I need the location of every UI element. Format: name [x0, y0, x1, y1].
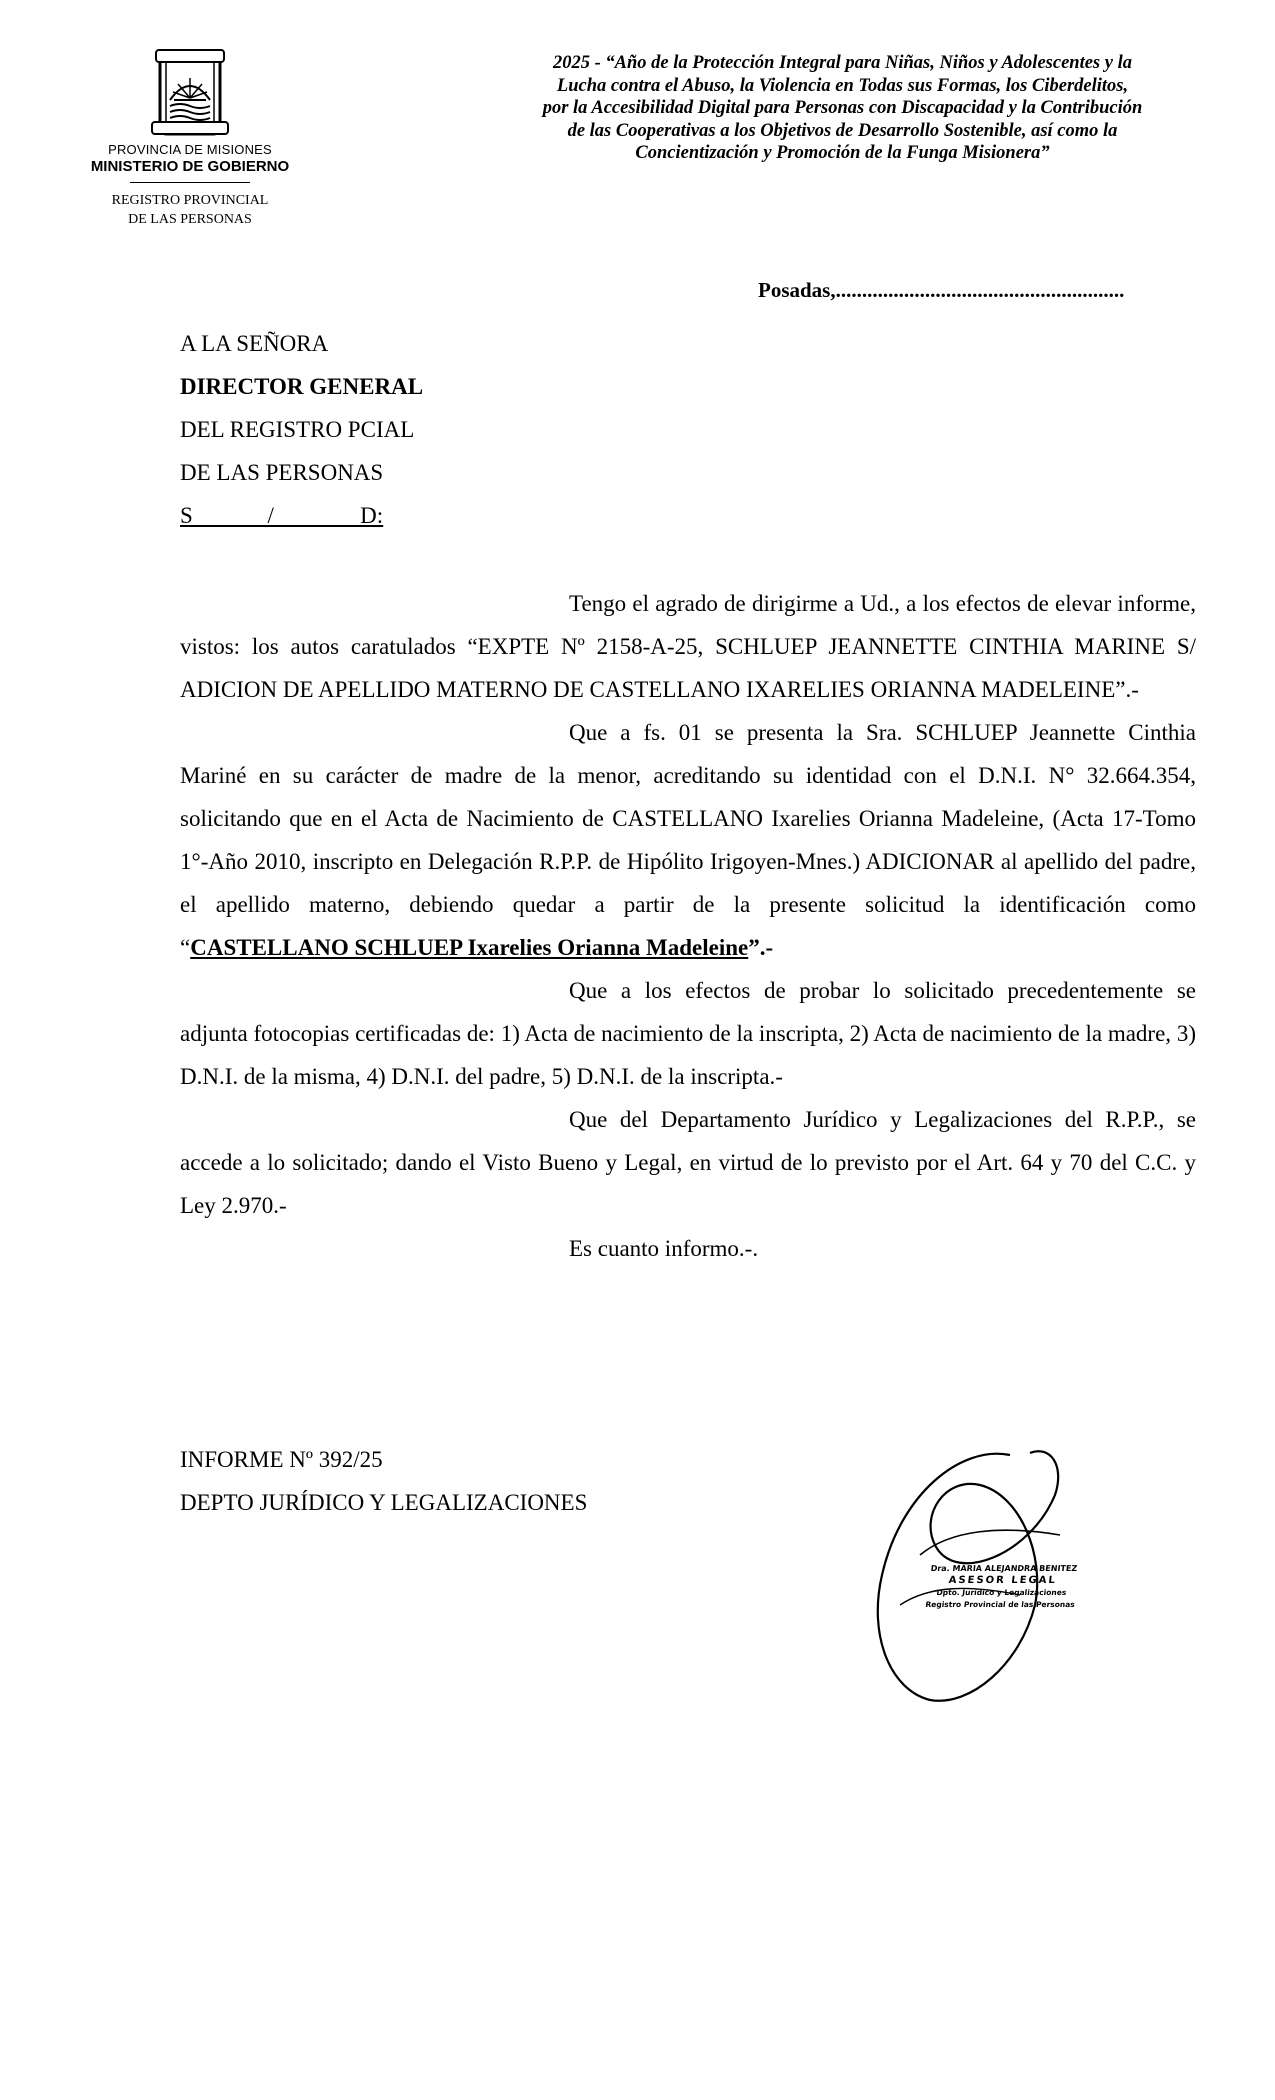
addressee-block — [180, 322, 423, 537]
paragraph-request-text: Que a fs. 01 se presenta la Sra. SCHLUEP Jeannette Cinthia Mariné en su carácter de madre de la menor, acreditando su identidad con el D.N.I. N° 32.664.354, solicitando que en el Acta de Nacimiento de CASTELLANO Ixarelies Orianna Madeleine, (Acta 17-Tomo 1°-Año 2010, inscripto en Delegación R.P.P. de Hipólito Irigoyen-Mnes.) ADICIONAR al apellido del padre, el apellido materno, debiendo quedar a partir de la presente solicitud la identificación como “ — [180, 720, 1196, 960]
letterhead-logo-block — [60, 48, 320, 229]
province-crest-icon — [146, 48, 234, 140]
motto-line: de las Cooperativas a los Objetivos de Desarrollo Sostenible, así como la — [567, 120, 1118, 141]
report-footer — [180, 1438, 587, 1524]
report-number: INFORME Nº 392/25 — [180, 1447, 383, 1472]
stamp-line: Dra. MARIA ALEJANDRA BENITEZ — [930, 1564, 1078, 1573]
province-name: PROVINCIA DE MISIONES — [108, 142, 272, 157]
paragraph-intro: Tengo el agrado de dirigirme a Ud., a los efectos de elevar informe, vistos: los autos caratulados “EXPTE Nº 2158-A-25, SCHLUEP JEANNETTE CINTHIA MARINE S/ ADICION DE APELLIDO MATERNO DE CASTELLANO IXARELIES ORIANNA MADELEINE”.- — [180, 591, 1196, 702]
addressee-line: DE LAS PERSONAS — [180, 460, 384, 485]
paragraph-request — [180, 711, 1196, 969]
motto-line: Lucha contra el Abuso, la Violencia en Todas sus Formas, los Ciberdelitos, — [556, 75, 1129, 96]
motto-line: por la Accesibilidad Digital para Personas con Discapacidad y la Contribución — [542, 98, 1143, 118]
year-motto — [480, 52, 1205, 165]
sd-line: S / D: — [180, 503, 384, 528]
place-date: Posadas,....................................................... — [758, 278, 1125, 302]
stamp-line: Dpto. Jurídico y Legalizaciones — [936, 1588, 1067, 1597]
divider — [130, 182, 250, 183]
ministry-name: MINISTERIO DE GOBIERNO — [90, 158, 290, 175]
paragraph-attachments: Que a los efectos de probar lo solicitado precedentemente se adjunta fotocopias certificadas de: 1) Acta de nacimiento de la inscripta, 2) Acta de nacimiento de la madre, 3) D.N.I. de la misma, 4) D.N.I. del padre, 5) D.N.I. de la inscripta.- — [180, 978, 1196, 1089]
paragraph-closing: Es cuanto informo.-. — [569, 1236, 759, 1261]
registry-name-line1: REGISTRO PROVINCIAL — [111, 193, 269, 208]
department-name: DEPTO JURÍDICO Y LEGALIZACIONES — [180, 1490, 588, 1515]
signature-stamp — [860, 1435, 1080, 1710]
legal-advisor-stamp — [919, 1563, 1084, 1611]
motto-line: 2025 - “Año de la Protección Integral para Niñas, Niños y Adolescentes y la — [553, 53, 1132, 73]
new-identification-name: CASTELLANO SCHLUEP Ixarelies Orianna Madeleine — [190, 935, 749, 960]
letter-body — [180, 582, 1196, 1270]
motto-line: Concientización y Promoción de la Funga Misionera” — [635, 143, 1050, 163]
addressee-line: A LA SEÑORA — [180, 331, 329, 356]
paragraph-request-end: ”.- — [748, 935, 774, 960]
addressee-title: DIRECTOR GENERAL — [180, 374, 424, 399]
stamp-line: ASESOR LEGAL — [948, 1575, 1058, 1586]
stamp-line: Registro Provincial de las Personas — [925, 1600, 1076, 1609]
paragraph-legal: Que del Departamento Jurídico y Legalizaciones del R.P.P., se accede a lo solicitado; dando el Visto Bueno y Legal, en virtud de lo previsto por el Art. 64 y 70 del C.C. y Ley 2.970.- — [180, 1107, 1196, 1218]
registry-name-line2: DE LAS PERSONAS — [128, 212, 252, 227]
addressee-line: DEL REGISTRO PCIAL — [180, 417, 415, 442]
